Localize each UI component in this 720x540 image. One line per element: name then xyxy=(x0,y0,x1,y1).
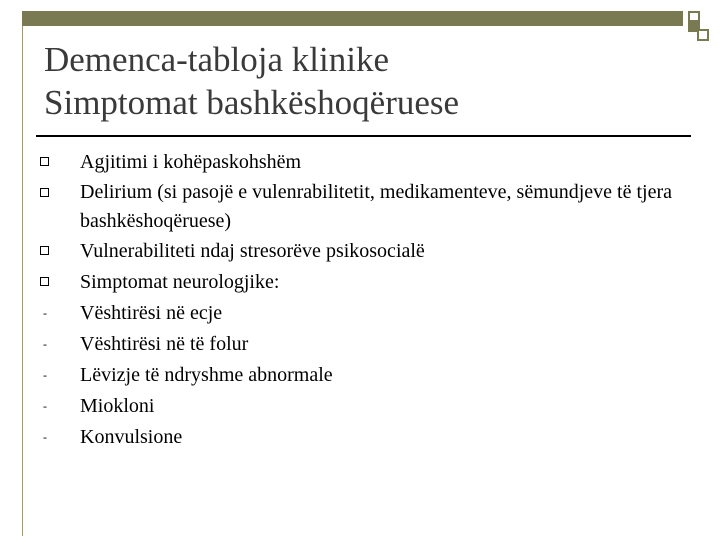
list-item xyxy=(38,178,698,236)
list-item xyxy=(38,147,698,178)
dash-bullet: - xyxy=(43,368,47,382)
top-decor-bar xyxy=(22,11,683,26)
list-item-text: Vulnerabiliteti ndaj stresorëve psikosocialë xyxy=(80,240,425,262)
square-bullet-icon xyxy=(40,246,49,255)
list-item-text: Lëvizje të ndryshme abnormale xyxy=(80,364,333,386)
list-item xyxy=(38,329,698,360)
list-item-text: Vështirësi në ecje xyxy=(80,302,223,324)
list-item xyxy=(38,236,698,267)
list-item-text: Vështirësi në të folur xyxy=(80,333,249,355)
square-bullet-icon xyxy=(40,188,49,197)
dash-bullet: - xyxy=(43,430,47,444)
list-item-text: Agjitimi i kohëpaskohshëm xyxy=(80,151,302,173)
left-decor-line xyxy=(22,26,23,536)
list-item-text: Konvulsione xyxy=(80,426,183,448)
title-line-1: Demenca-tabloja klinike xyxy=(44,40,389,79)
list-item-text: Miokloni xyxy=(80,395,155,417)
square-bullet-icon xyxy=(40,277,49,286)
dash-bullet: - xyxy=(43,306,47,320)
title-divider xyxy=(36,135,691,137)
title-line-2: Simptomat bashkëshoqëruese xyxy=(44,83,460,122)
dash-bullet: - xyxy=(43,337,47,351)
list-item xyxy=(38,267,698,298)
list-item xyxy=(38,391,698,422)
square-bullet-icon xyxy=(40,157,49,166)
list-item xyxy=(38,360,698,391)
bullet-list xyxy=(38,147,698,453)
dash-bullet: - xyxy=(43,399,47,413)
list-item xyxy=(38,298,698,329)
list-item-text: Delirium (si pasojë e vulenrabilitetit, medikamenteve, sëmundjeve të tjera bashkëshoqëruese) xyxy=(80,181,673,232)
slide-title xyxy=(44,38,684,124)
list-item xyxy=(38,422,698,453)
corner-square-icon xyxy=(697,29,709,41)
list-item-text: Simptomat neurologjike: xyxy=(80,271,280,293)
